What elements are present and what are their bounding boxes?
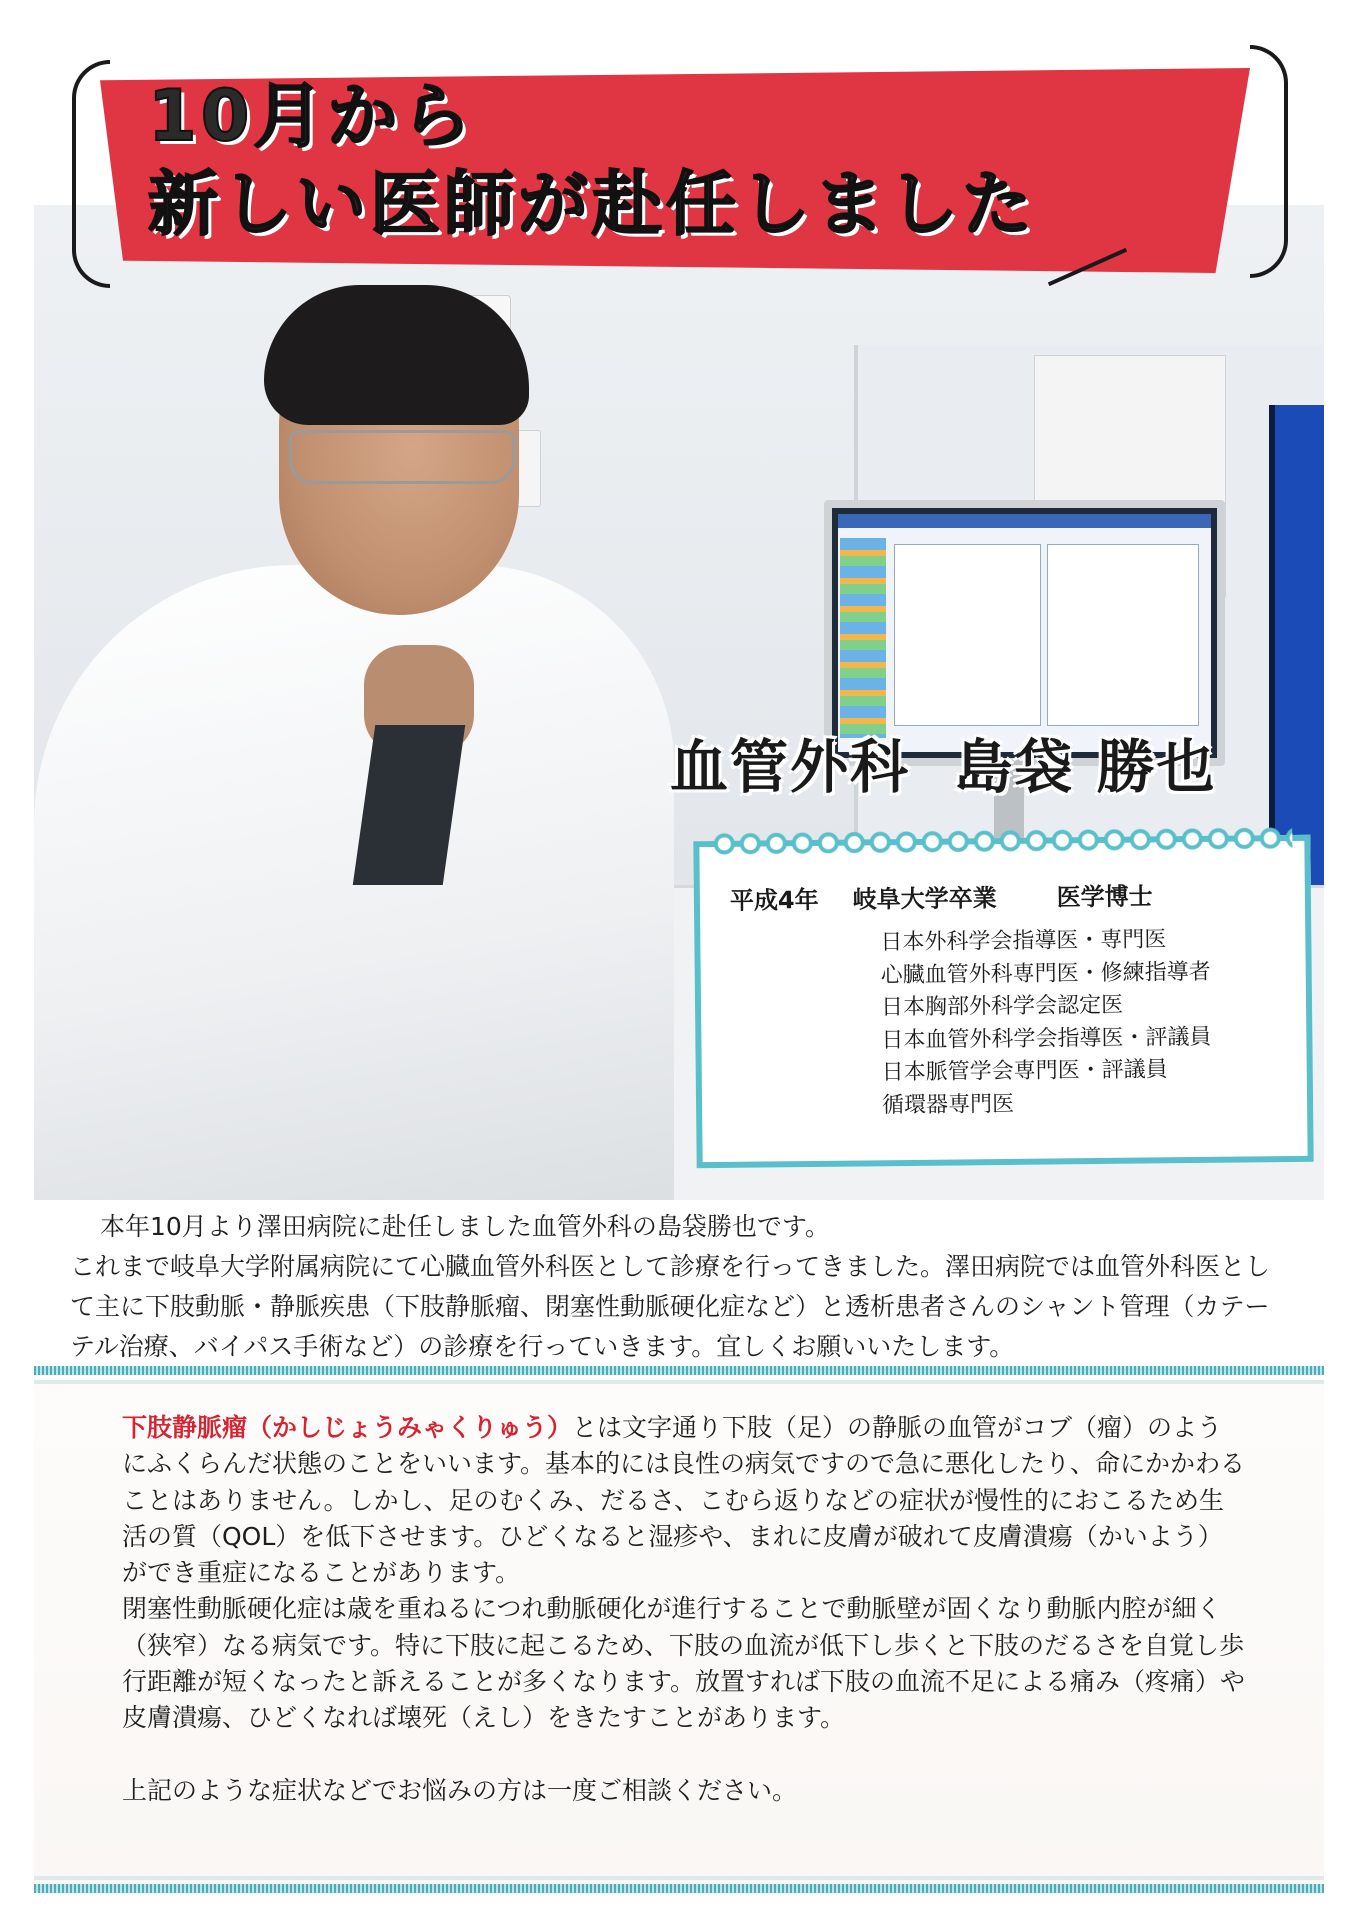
intro-line-1: 本年10月より澤田病院に赴任しました血管外科の島袋勝也です。 — [100, 1212, 830, 1241]
info-box-bottom-rule-thin — [34, 1876, 1324, 1880]
page-title — [148, 72, 1248, 248]
degree: 医学博士 — [1056, 882, 1153, 912]
department-label: 血管外科 — [670, 733, 911, 801]
varicose-veins-description: とは文字通り下肢（足）の静脈の血管がコブ（瘤）のようにふくらんだ状態のことをいいます。基本的には良性の病気ですので急に悪化したり、命にかかわることはありません。しかし、足のむくみ、だるさ、こむら返りなどの症状が慢性的におこるため生活の質（QOL）を低下させます。ひどくなると湿疹や、まれに皮膚が破れて皮膚潰瘍（かいよう）ができ重症になることがあります。 — [122, 1413, 1246, 1588]
notepad-spiral — [711, 825, 1292, 857]
info-box-top-rule-thin — [34, 1380, 1324, 1384]
graduation-year: 平成4年 — [729, 885, 819, 915]
profile-card — [693, 835, 1313, 1168]
title-line-2: 新しい医師が赴任しました — [148, 163, 1036, 245]
graduation-school: 岐阜大学卒業 — [852, 884, 997, 914]
banner-bracket-right — [1250, 45, 1288, 278]
credential-item: 日本胸部外科学会認定医 — [880, 992, 1124, 1021]
profile-header — [730, 875, 1290, 916]
credential-item: 心臓血管外科専門医・修練指導者 — [880, 959, 1211, 988]
doctor-name: 島袋 勝也 — [954, 733, 1217, 801]
info-text — [122, 1410, 1247, 1809]
credentials-list — [880, 924, 1212, 1122]
credential-item: 循環器専門医 — [881, 1091, 1015, 1118]
varicose-veins-paragraph — [122, 1410, 1247, 1591]
varicose-veins-term: 下肢静脈瘤（かしじょうみゃくりゅう） — [122, 1413, 573, 1442]
info-box-bottom-rule — [34, 1884, 1324, 1893]
closing-line: 上記のような症状などでお悩みの方は一度ご相談ください。 — [122, 1775, 798, 1805]
credential-item: 日本脈管学会専門医・評議員 — [881, 1057, 1168, 1086]
info-box-top-rule — [34, 1366, 1324, 1375]
doctor-name-caption — [670, 720, 1330, 804]
intro-text — [70, 1207, 1290, 1367]
title-line-1: 10月から — [148, 75, 476, 157]
credential-item: 日本外科学会指導医・専門医 — [880, 927, 1167, 956]
arteriosclerosis-paragraph: 閉塞性動脈硬化症は歳を重ねるにつれ動脈硬化が進行することで動脈壁が固くなり動脈内腔が細く（狭窄）なる病気です。特に下肢に起こるため、下肢の血流が低下し歩くと下肢のだるさを自覚し歩行距離が短くなったと訴えることが多くなります。放置すれば下肢の血流不足による痛み（疼痛）や皮膚潰瘍、ひどくなれば壊死（えし）をきたすことがあります。 — [122, 1594, 1246, 1733]
intro-body: これまで岐阜大学附属病院にて心臓血管外科医として診療を行ってきました。澤田病院では血管外科医として主に下肢動脈・静脈疾患（下肢静脈瘤、閉塞性動脈硬化症など）と透析患者さんのシャント管理（カテーテル治療、バイパス手術など）の診療を行っていきます。宜しくお願いいたします。 — [70, 1252, 1271, 1361]
doctor-glasses — [289, 430, 515, 484]
doctor-hair — [264, 285, 529, 425]
credential-item: 日本血管外科学会指導医・評議員 — [881, 1024, 1212, 1053]
